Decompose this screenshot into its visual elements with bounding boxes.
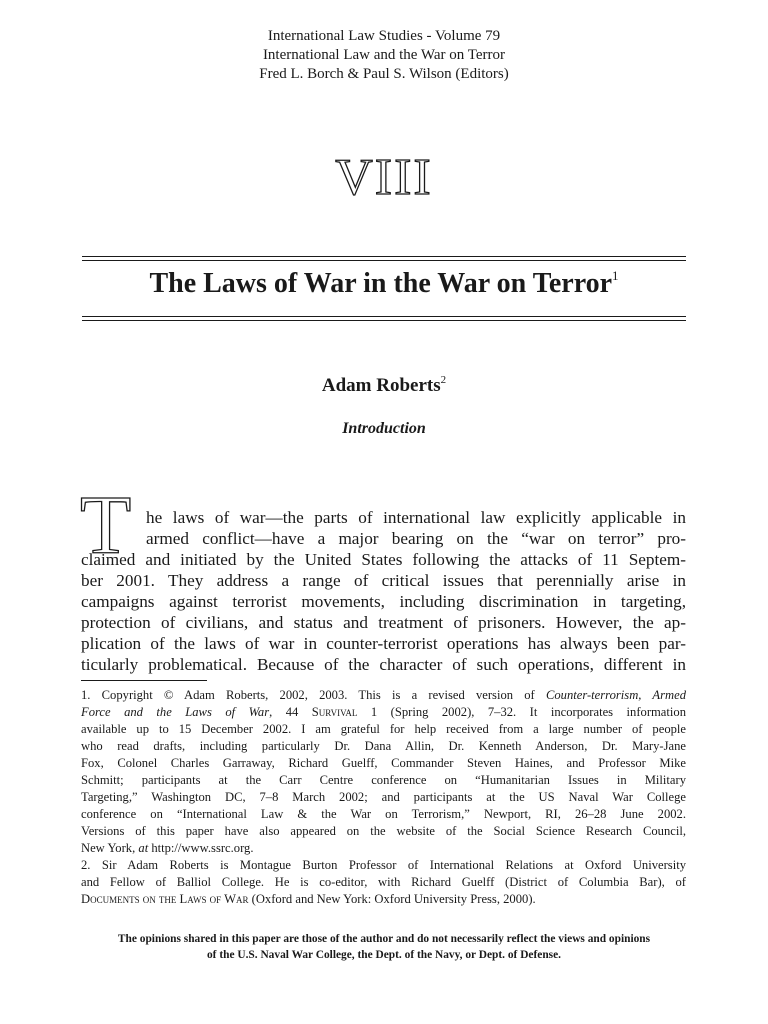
footnote-cited-title: Counter-terrorism, Armed (545, 688, 686, 702)
footnote-1-line: Schmitt; participants at the Carr Centre conference on “Humanitarian Issues in Military (81, 773, 686, 787)
footnote-book-title: Documents on the Laws of War (81, 892, 249, 906)
footnote-2-line: and Fellow of Balliol College. He is co-editor, with Richard Guelff (District of Columbia Bar), of (81, 875, 686, 889)
title-footnote-ref[interactable]: 1 (612, 268, 619, 283)
footnote-1-line: Versions of this paper have also appeared on the website of the Social Science Research Council, (81, 824, 686, 838)
disclaimer-line: of the U.S. Naval War College, the Dept. of the Navy, or Dept. of Defense. (206, 949, 561, 961)
author-name: Adam Roberts (321, 375, 441, 396)
footnote-text: (Oxford and New York: Oxford University Press, 2000). (248, 892, 536, 906)
footnote-1-line: who read drafts, including particularly Dr. Dana Allin, Dr. Kenneth Anderson, Dr. Mary-Jane (81, 739, 686, 753)
running-header (0, 27, 768, 84)
body-line: he laws of war—the parts of international law explicitly applicable in (146, 508, 686, 527)
footnote-1-line (81, 687, 686, 703)
footnote-separator (81, 680, 207, 681)
author-footnote-ref[interactable]: 2 (440, 374, 447, 386)
footnote-1-line: conference on “International Law & the War on Terrorism,” Newport, RI, 26–28 June 2002. (81, 807, 686, 821)
footnote-url[interactable]: http://www.ssrc.org. (148, 841, 254, 855)
footnote-1-line: available up to 15 December 2002. I am grateful for help received from a large number of people (81, 722, 686, 736)
body-line: ticularly problematical. Because of the character of such operations, different in (81, 655, 686, 674)
body-line: ber 2001. They address a range of critical issues that perennially arise in (81, 571, 686, 590)
footnote-1-line (81, 840, 686, 856)
chapter-title-text: The Laws of War in the War on Terror (149, 268, 613, 299)
body-line: armed conflict—have a major bearing on the “war on terror” pro- (146, 529, 686, 548)
section-heading: Introduction (342, 420, 426, 437)
chapter-title (0, 268, 768, 300)
body-line: claimed and initiated by the United States following the attacks of 11 Septem- (81, 550, 686, 569)
header-editors: Fred L. Borch & Paul S. Wilson (Editors) (259, 66, 509, 82)
footnote-text: 1. Copyright © Adam Roberts, 2002, 2003. This is a revised version of (81, 688, 546, 702)
footnote-1-line: Targeting,” Washington DC, 7–8 March 2002; and participants at the US Naval War College (81, 790, 686, 804)
footnote-1-line: Fox, Colonel Charles Garraway, Richard Guelff, Commander Steven Haines, and Professor Mike (81, 756, 686, 770)
body-line: protection of civilians, and status and treatment of prisoners. However, the ap- (81, 613, 686, 632)
footnote-text: 1 (Spring 2002), 7–32. It incorporates information (357, 705, 686, 719)
body-line: plication of the laws of war in counter-terrorist operations has always been par- (81, 634, 686, 653)
header-book-title: International Law and the War on Terror (262, 47, 506, 63)
footnote-cited-title: Force and the Laws of War (81, 705, 270, 719)
drop-cap: T (80, 479, 132, 572)
chapter-numeral: VIII (335, 149, 433, 206)
disclaimer (0, 931, 768, 963)
header-volume: International Law Studies - Volume 79 (267, 28, 501, 44)
title-rule-bottom (82, 316, 686, 321)
footnote-text-italic: at (138, 841, 149, 855)
title-rule-top (82, 256, 686, 261)
body-line: campaigns against terrorist movements, including discrimination in targeting, (81, 592, 686, 611)
disclaimer-line: The opinions shared in this paper are those of the author and do not necessarily reflect the views and opinions (117, 933, 651, 945)
footnote-text: , 44 (269, 705, 312, 719)
footnote-1-line (81, 704, 686, 720)
footnote-text: New York, (81, 841, 139, 855)
footnote-journal: Survival (311, 705, 358, 719)
footnote-2-line (81, 891, 686, 907)
footnote-2-line: 2. Sir Adam Roberts is Montague Burton Professor of International Relations at Oxford University (81, 858, 686, 872)
author (0, 374, 768, 397)
